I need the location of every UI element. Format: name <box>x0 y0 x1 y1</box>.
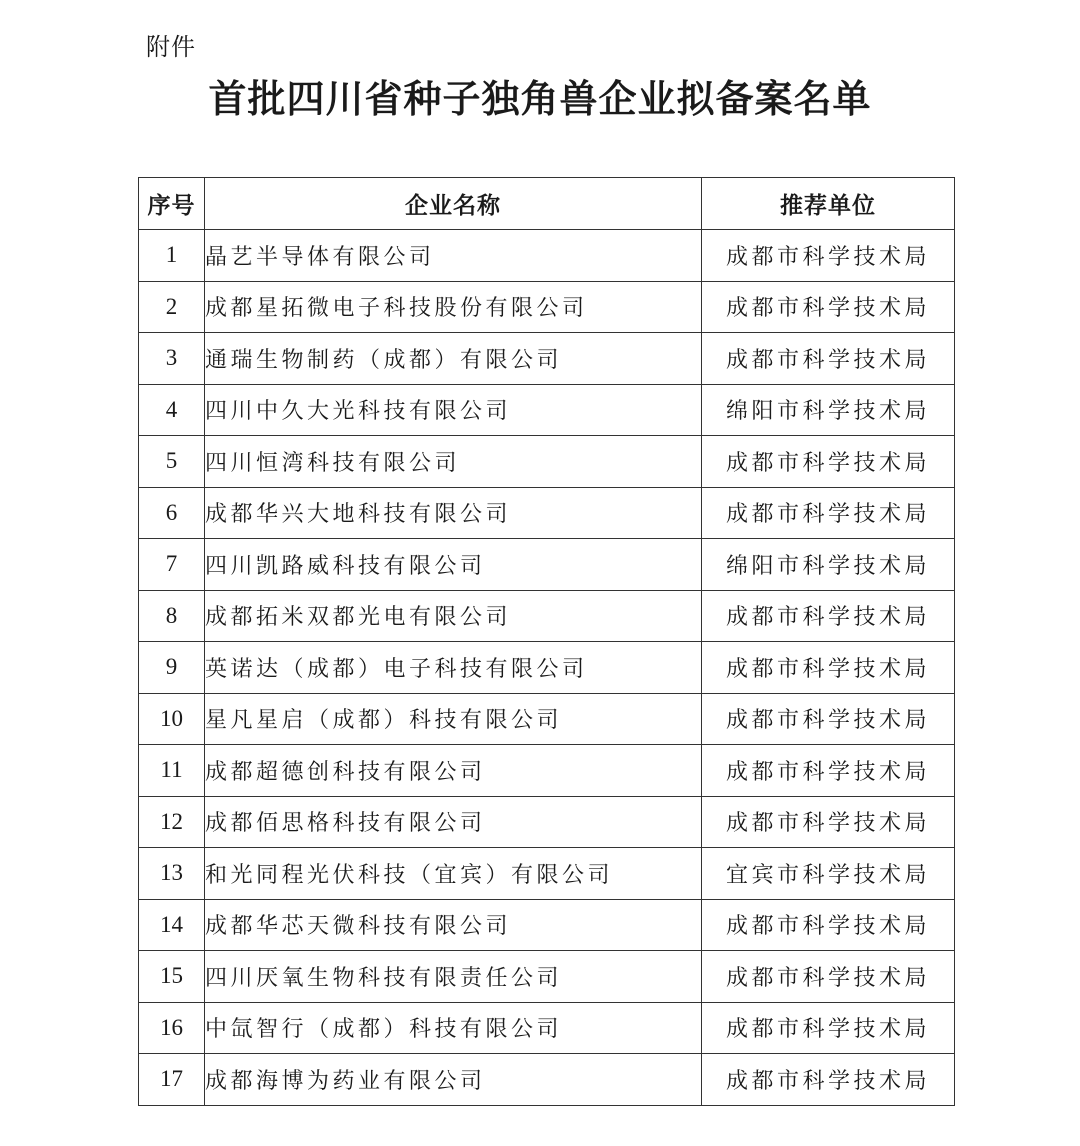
table-row <box>139 848 955 900</box>
attachment-label: 附件 <box>146 33 196 61</box>
recommending-unit-cell: 成都市科学技术局 <box>702 590 955 642</box>
table-row <box>139 1054 955 1106</box>
page-title: 首批四川省种子独角兽企业拟备案名单 <box>208 76 872 121</box>
enterprise-name-cell: 四川厌氧生物科技有限责任公司 <box>205 951 702 1003</box>
recommending-unit-cell: 成都市科学技术局 <box>702 745 955 797</box>
enterprise-name-cell: 成都星拓微电子科技股份有限公司 <box>205 281 702 333</box>
enterprise-name-cell: 星凡星启（成都）科技有限公司 <box>205 693 702 745</box>
table-header-row <box>139 178 955 230</box>
recommending-unit-cell: 成都市科学技术局 <box>702 796 955 848</box>
recommending-unit-cell: 绵阳市科学技术局 <box>702 384 955 436</box>
serial-number-cell: 9 <box>139 642 205 694</box>
recommending-unit-cell: 绵阳市科学技术局 <box>702 539 955 591</box>
enterprise-name-cell: 晶艺半导体有限公司 <box>205 230 702 282</box>
recommending-unit-cell: 成都市科学技术局 <box>702 436 955 488</box>
enterprise-name-cell: 四川中久大光科技有限公司 <box>205 384 702 436</box>
table-row <box>139 384 955 436</box>
serial-number-cell: 5 <box>139 436 205 488</box>
serial-number-cell: 3 <box>139 333 205 385</box>
table-row <box>139 230 955 282</box>
table-row <box>139 436 955 488</box>
enterprise-name-cell: 成都佰思格科技有限公司 <box>205 796 702 848</box>
enterprise-name-cell: 四川凯路威科技有限公司 <box>205 539 702 591</box>
table-row <box>139 281 955 333</box>
header-serial-number: 序号 <box>139 178 205 230</box>
table-row <box>139 951 955 1003</box>
header-enterprise-name: 企业名称 <box>205 178 702 230</box>
serial-number-cell: 10 <box>139 693 205 745</box>
table-row <box>139 333 955 385</box>
table-row <box>139 693 955 745</box>
serial-number-cell: 7 <box>139 539 205 591</box>
table-row <box>139 899 955 951</box>
table-row <box>139 796 955 848</box>
serial-number-cell: 4 <box>139 384 205 436</box>
enterprise-name-cell: 通瑞生物制药（成都）有限公司 <box>205 333 702 385</box>
serial-number-cell: 12 <box>139 796 205 848</box>
header-recommending-unit: 推荐单位 <box>702 178 955 230</box>
serial-number-cell: 8 <box>139 590 205 642</box>
table-row <box>139 487 955 539</box>
recommending-unit-cell: 成都市科学技术局 <box>702 1054 955 1106</box>
table-row <box>139 642 955 694</box>
table-row <box>139 745 955 797</box>
serial-number-cell: 6 <box>139 487 205 539</box>
recommending-unit-cell: 成都市科学技术局 <box>702 693 955 745</box>
recommending-unit-cell: 成都市科学技术局 <box>702 281 955 333</box>
recommending-unit-cell: 成都市科学技术局 <box>702 333 955 385</box>
serial-number-cell: 2 <box>139 281 205 333</box>
serial-number-cell: 11 <box>139 745 205 797</box>
serial-number-cell: 13 <box>139 848 205 900</box>
enterprise-name-cell: 成都华兴大地科技有限公司 <box>205 487 702 539</box>
table-header <box>139 178 955 230</box>
table-row <box>139 1002 955 1054</box>
serial-number-cell: 15 <box>139 951 205 1003</box>
recommending-unit-cell: 成都市科学技术局 <box>702 951 955 1003</box>
enterprise-name-cell: 成都华芯天微科技有限公司 <box>205 899 702 951</box>
recommending-unit-cell: 宜宾市科学技术局 <box>702 848 955 900</box>
serial-number-cell: 14 <box>139 899 205 951</box>
enterprise-table <box>138 177 955 1106</box>
enterprise-name-cell: 成都拓米双都光电有限公司 <box>205 590 702 642</box>
recommending-unit-cell: 成都市科学技术局 <box>702 230 955 282</box>
enterprise-name-cell: 英诺达（成都）电子科技有限公司 <box>205 642 702 694</box>
table-body <box>139 230 955 1106</box>
enterprise-name-cell: 成都超德创科技有限公司 <box>205 745 702 797</box>
enterprise-name-cell: 和光同程光伏科技（宜宾）有限公司 <box>205 848 702 900</box>
enterprise-name-cell: 成都海博为药业有限公司 <box>205 1054 702 1106</box>
enterprise-name-cell: 四川恒湾科技有限公司 <box>205 436 702 488</box>
recommending-unit-cell: 成都市科学技术局 <box>702 642 955 694</box>
serial-number-cell: 16 <box>139 1002 205 1054</box>
table-row <box>139 590 955 642</box>
serial-number-cell: 17 <box>139 1054 205 1106</box>
recommending-unit-cell: 成都市科学技术局 <box>702 487 955 539</box>
serial-number-cell: 1 <box>139 230 205 282</box>
table-row <box>139 539 955 591</box>
recommending-unit-cell: 成都市科学技术局 <box>702 899 955 951</box>
enterprise-name-cell: 中氙智行（成都）科技有限公司 <box>205 1002 702 1054</box>
recommending-unit-cell: 成都市科学技术局 <box>702 1002 955 1054</box>
